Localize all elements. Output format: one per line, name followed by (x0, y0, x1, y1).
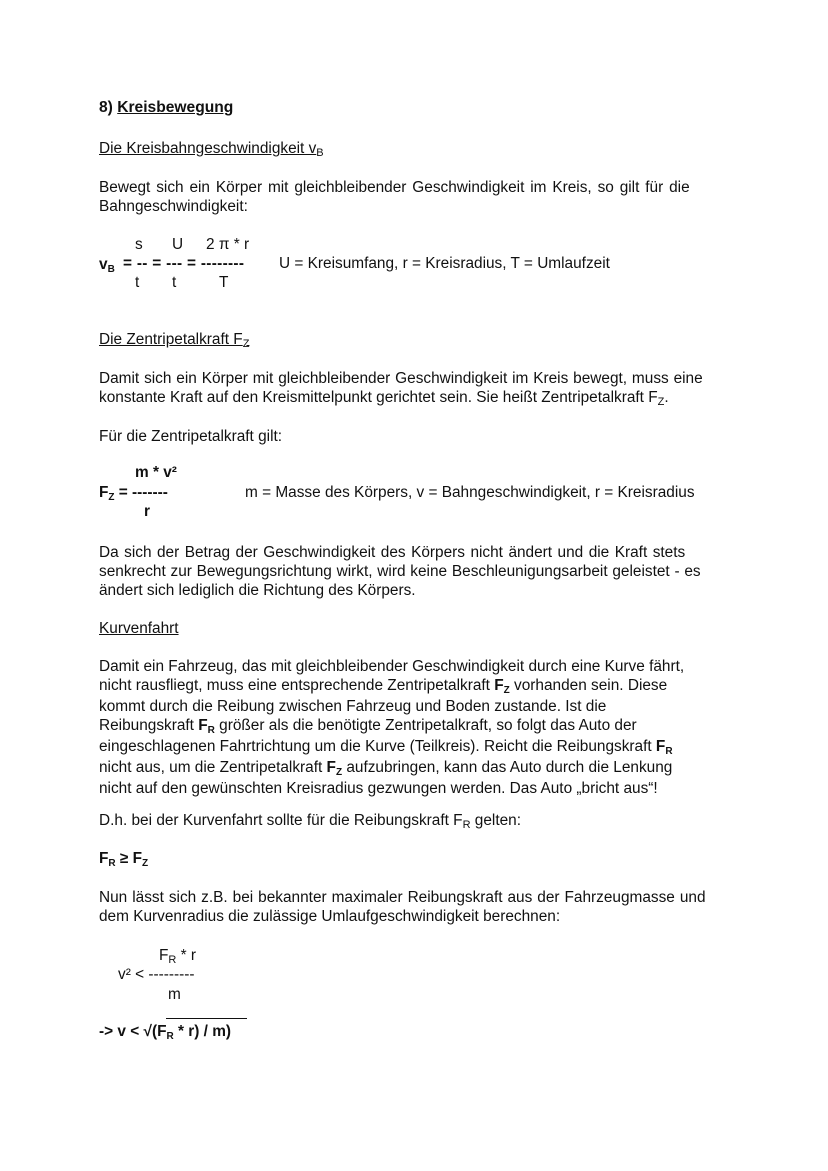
text-segment: . (664, 389, 669, 406)
formula-denominator-t: t (135, 274, 140, 291)
symbol-f: F (99, 850, 109, 867)
text-line (99, 388, 749, 409)
symbol-fr: FR (655, 738, 673, 757)
text-dh (99, 811, 521, 832)
section-number: 8) (99, 99, 113, 116)
text-fuer-zentripetalkraft: Für die Zentripetalkraft gilt: (99, 428, 283, 445)
formula-denominator-t: t (172, 274, 177, 291)
text-line: dem Kurvenradius die zulässige Umlaufgeschwindigkeit berechnen: (99, 908, 561, 925)
text-segment: Reibungskraft (99, 717, 199, 734)
subscript: R (108, 858, 116, 869)
text-segment: konstante Kraft auf den Kreismittelpunkt gerichtet sein. Sie heißt Zentripetalkraft F (99, 389, 658, 406)
heading-text: Die Zentripetalkraft F (99, 331, 243, 348)
heading-kreisbahngeschwindigkeit (99, 139, 324, 160)
formula-lhs-subscript: Z (108, 492, 115, 503)
paragraph-zentripetal-intro (99, 369, 749, 409)
text-line (99, 737, 749, 758)
heading-text: Die Kreisbahngeschwindigkeit v (99, 140, 317, 157)
formula-numerator: m * v² (135, 464, 177, 481)
formula-denominator-T: T (219, 274, 229, 291)
paragraph-nun (99, 888, 749, 926)
formula-lhs (99, 483, 168, 504)
formula-lhs-subscript: B (107, 264, 115, 275)
formula-lhs: v² < --------- (118, 966, 195, 983)
subscript: R (462, 819, 471, 831)
formula-numerator-2pir: 2 π * r (206, 236, 250, 253)
formula-numerator-s: s (135, 236, 143, 253)
section-title (99, 98, 233, 117)
formula-legend: U = Kreisumfang, r = Kreisradius, T = Umlaufzeit (279, 255, 610, 272)
text-segment: * r (176, 947, 197, 964)
text-line: ändert sich lediglich die Richtung des Körpers. (99, 582, 416, 599)
formula-legend: m = Masse des Körpers, v = Bahngeschwindigkeit, r = Kreisradius (245, 484, 695, 501)
text-line (99, 758, 749, 779)
section-title-text: Kreisbewegung (117, 99, 234, 116)
text-line: kommt durch die Reibung zwischen Fahrzeug und Boden zustande. Ist die (99, 698, 607, 715)
formula-lhs-f: F (99, 484, 109, 501)
subscript: R (168, 954, 177, 966)
result-inner: (F (151, 1023, 167, 1040)
paragraph-kurvenfahrt (99, 657, 749, 798)
subscript: Z (657, 396, 665, 408)
formula-denominator: m (168, 986, 181, 1003)
symbol-fr: FR (198, 717, 215, 736)
heading-kurvenfahrt: Kurvenfahrt (99, 620, 179, 637)
inequality-fr-fz (99, 849, 148, 870)
text-line: Da sich der Betrag der Geschwindigkeit des Körpers nicht ändert und die Kraft stets (99, 544, 686, 561)
formula-denominator: r (144, 503, 150, 520)
text-line (99, 676, 749, 697)
formula-lhs (99, 255, 115, 276)
text-line: nicht auf den gewünschten Kreisradius gezwungen werden. Das Auto „bricht aus“! (99, 780, 658, 797)
text-line: senkrecht zur Bewegungsrichtung wirkt, wird keine Beschleunigungsarbeit geleistet - es (99, 563, 701, 580)
result-inner-end: * r) / m) (173, 1023, 232, 1040)
text-segment: eingeschlagenen Fahrtrichtung um die Kurve (Teilkreis). Reicht die Reibungskraft (99, 738, 656, 755)
symbol-f: F (159, 947, 169, 964)
text-segment: größer als die benötigte Zentripetalkraft, so folgt das Auto der (214, 717, 637, 734)
operator: ≥ F (115, 850, 143, 867)
text-line: Damit ein Fahrzeug, das mit gleichbleibender Geschwindigkeit durch eine Kurve fährt, (99, 658, 685, 675)
symbol-fz: FZ (494, 677, 510, 696)
sqrt-overline (166, 1018, 247, 1019)
text-segment: nicht rausfliegt, muss eine entsprechende Zentripetalkraft (99, 677, 495, 694)
text-segment: nicht aus, um die Zentripetalkraft (99, 759, 327, 776)
text-line: Damit sich ein Körper mit gleichbleibender Geschwindigkeit im Kreis bewegt, muss eine (99, 370, 703, 387)
text-segment: aufzubringen, kann das Auto durch die Lenkung (342, 759, 673, 776)
text-segment: gelten: (470, 812, 522, 829)
subscript: Z (142, 858, 149, 869)
text-line: Nun lässt sich z.B. bei bekannter maximaler Reibungskraft aus der Fahrzeugmasse und (99, 889, 706, 906)
formula-numerator (159, 946, 196, 967)
sqrt-symbol: √ (143, 1023, 152, 1040)
formula-fraction-bar: = ------- (114, 484, 168, 501)
formula-result (99, 1022, 231, 1043)
text-segment: vorhanden sein. Diese (509, 677, 668, 694)
formula-fraction-bars: = -- = --- = -------- (123, 255, 245, 272)
paragraph-zentripetal-2 (99, 543, 749, 600)
paragraph-bahn-intro (99, 178, 749, 216)
formula-numerator-u: U (172, 236, 184, 253)
text-line (99, 716, 749, 737)
heading-subscript: Z (242, 338, 250, 350)
text-segment: D.h. bei der Kurvenfahrt sollte für die Reibungskraft F (99, 812, 463, 829)
symbol-fz: FZ (326, 759, 343, 778)
formula-lhs-v: v (99, 256, 108, 273)
subscript: R (166, 1031, 174, 1042)
text-line: Bewegt sich ein Körper mit gleichbleibender Geschwindigkeit im Kreis, so gilt für die (99, 179, 690, 196)
heading-subscript: B (316, 147, 324, 159)
text-line: Bahngeschwindigkeit: (99, 198, 248, 215)
result-prefix: -> v < (99, 1023, 144, 1040)
heading-zentripetalkraft (99, 330, 249, 351)
